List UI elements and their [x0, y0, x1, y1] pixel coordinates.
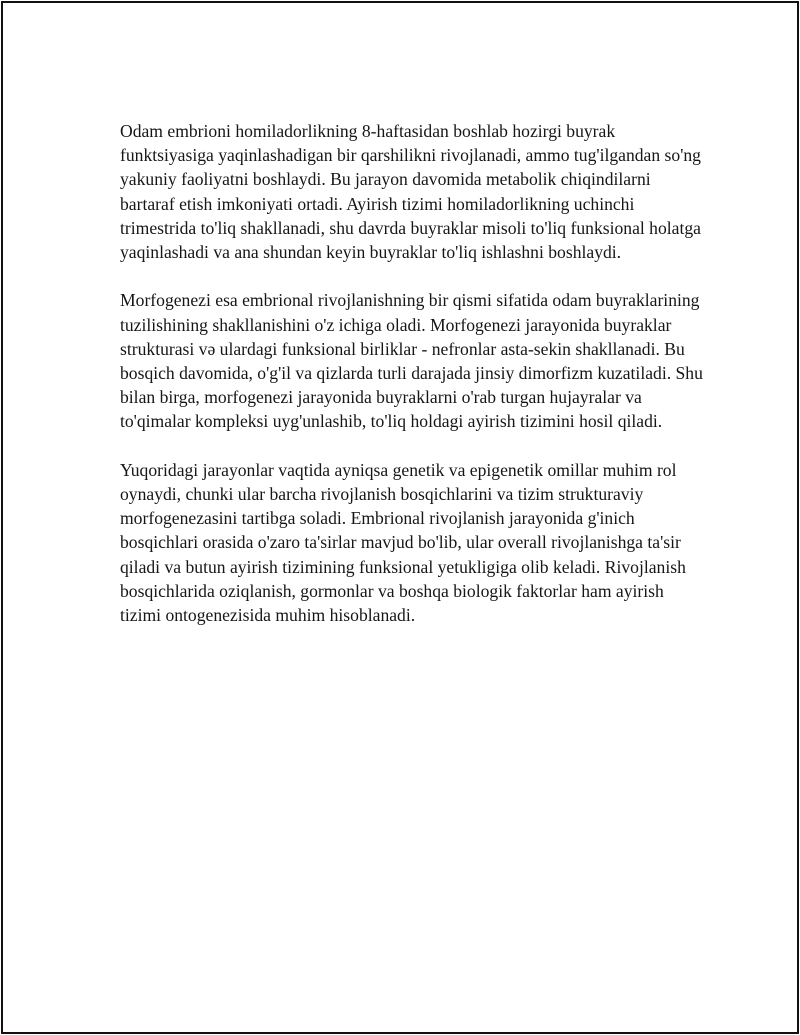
document-body: [120, 119, 705, 651]
paragraph-3: Yuqoridagi jarayonlar vaqtida ayniqsa genetik va epigenetik omillar muhim rol oynaydi, chunki ular barcha rivojlanish bosqichlarini va tizim strukturaviy morfogenezasini tartibga soladi. Embrional rivojlanish jarayonida g'inich bosqichlari orasida o'zaro ta'sirlar mavjud bo'lib, ular overall rivojlanishga ta'sir qiladi va butun ayirish tizimining funksional yetukligiga olib keladi. Rivojlanish bosqichlarida oziqlanish, gormonlar va boshqa biologik faktorlar ham ayirish tizimi ontogenezisida muhim hisoblanadi.: [120, 459, 686, 626]
page-frame: [1, 1, 799, 1034]
paragraph-2: Morfogenezi esa embrional rivojlanishning bir qismi sifatida odam buyraklarining tuzilishining shakllanishini o'z ichiga oladi. Morfogenezi jarayonida buyraklar strukturasi və ulardagi funksional birliklar - nefronlar asta-sekin shakllanadi. Bu bosqich davomida, o'g'il va qizlarda turli darajada jinsiy dimorfizm kuzatiladi. Shu bilan birga, morfogenezi jarayonida buyraklarni o'rab turgan hujayralar va to'qimalar kompleksi uyg'unlashib, to'liq holdagi ayirish tizimini hosil qiladi.: [120, 290, 703, 432]
paragraph-1: Odam embrioni homiladorlikning 8-haftasidan boshlab hozirgi buyrak funktsiyasiga yaqinlashadigan bir qarshilikni rivojlanadi, ammo tug'ilgandan so'ng yakuniy faoliyatni boshlaydi. Bu jarayon davomida metabolik chiqindilarni bartaraf etish imkoniyati ortadi. Ayirish tizimi homiladorlikning uchinchi trimestrida to'liq shakllanadi, shu davrda buyraklar misoli to'liq funksional holatga yaqinlashadi va ana shundan keyin buyraklar to'liq ishlashni boshlaydi.: [120, 121, 701, 263]
